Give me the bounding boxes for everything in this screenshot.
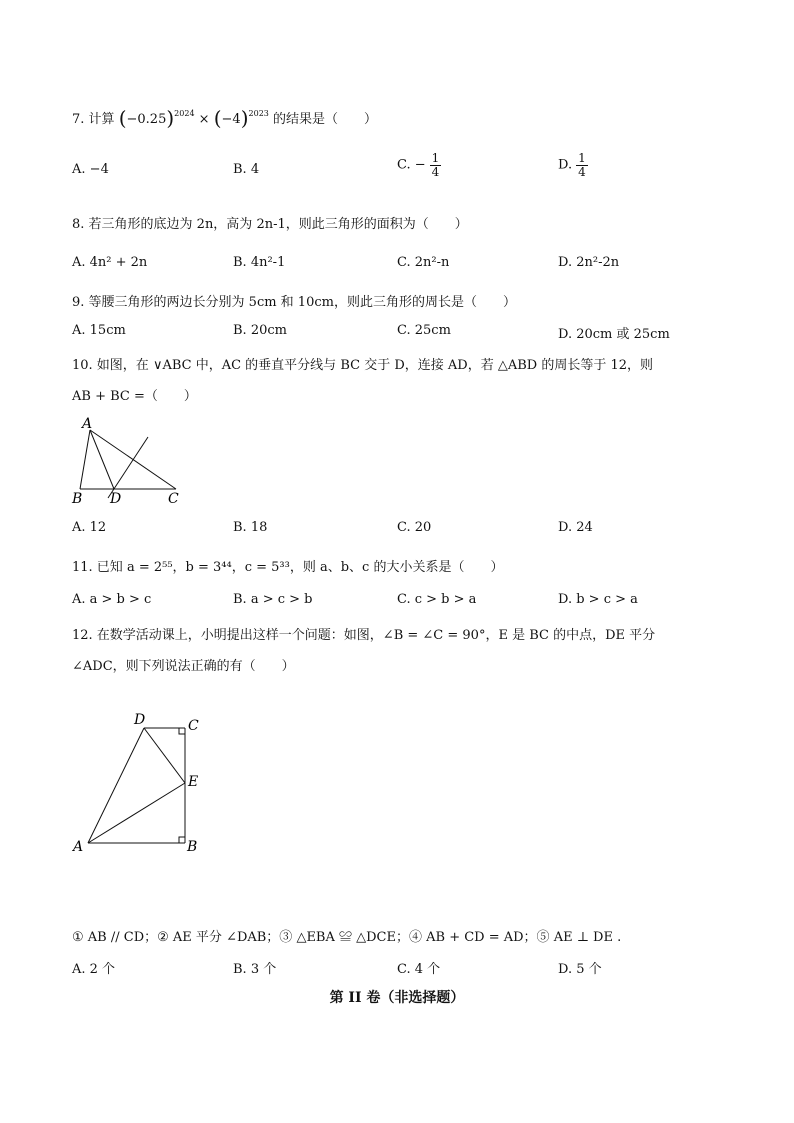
q12-figure [68,708,218,858]
q7-option-b: B. 4 [233,162,260,177]
q10-stem-line1: 10. 如图，在 ∨ABC 中，AC 的垂直平分线与 BC 交于 D，连接 AD，若 △ABD 的周长等于 12，则 [72,358,653,373]
q7-prefix: 计算 [88,112,115,127]
q10-figure [68,412,198,507]
q8-option-b: B. 4n²-1 [233,255,286,270]
q12-label-d: D [134,712,146,728]
q12-right-angle-b [179,837,185,843]
q7-times: × [198,112,210,127]
q9-option-c: C. 25cm [397,323,451,338]
q10-segment-ad [90,430,114,489]
q9-stem: 9. 等腰三角形的两边长分别为 5cm 和 10cm，则此三角形的周长是（ ） [72,295,516,310]
q7-c-fraction: $\frac{1}{4}$ [431,151,440,179]
q12-segment-de [144,728,185,783]
q12-label-e: E [188,774,199,790]
q7-d-fraction: $\frac{1}{4}$ [578,151,586,179]
q12-right-angle-c [179,728,185,734]
q10-label-d: D [110,491,122,507]
q10-option-a: A. 12 [72,520,107,535]
q7-option-d: D. $\frac{1}{4}$ [558,151,586,179]
q8-option-c: C. 2n²-n [397,255,450,270]
q10-option-d: D. 24 [558,520,593,535]
q10-option-b: B. 18 [233,520,268,535]
q11-stem: 11. 已知 a = 2⁵⁵，b = 3⁴⁴，c = 5³³，则 a、b、c 的大小关系是（ ） [72,560,504,575]
q11-option-a: A. a > b > c [72,592,152,607]
q7-base2: −4 [221,112,241,127]
q7-base1: −0.25 [126,112,167,127]
q11-option-c: C. c > b > a [397,592,477,607]
q10-segment-ab [80,430,90,489]
q8-stem: 8. 若三角形的底边为 2n，高为 2n-1，则此三角形的面积为（ ） [72,217,468,232]
q12-label-a: A [73,839,84,855]
q12-option-c: C. 4 个 [397,962,441,977]
q10-stem-line2: AB + BC =（ ） [72,389,197,404]
q12-statements: ① AB // CD；② AE 平分 ∠DAB；③ △EBA ≌ △DCE；④ AB + CD = AD；⑤ AE ⊥ DE . [72,930,622,945]
q7-suffix: 的结果是（ ） [273,112,378,127]
q9-option-b: B. 20cm [233,323,287,338]
q7-stem: 7. 计算 $(-0.25)^{2024} \times (-4)^{2023}$ 的结果是（ ） [72,106,378,130]
q11-option-d: D. b > c > a [558,592,638,607]
q8-option-a: A. 4n² + 2n [72,255,148,270]
q7-option-a: A. −4 [72,162,109,177]
q10-label-b: B [72,491,83,507]
section-title: 第 II 卷（非选择题） [329,990,465,1006]
q9-option-d: D. 20cm 或 25cm [558,327,670,342]
q12-label-c: C [188,718,199,734]
q12-option-d: D. 5 个 [558,962,602,977]
q12-option-a: A. 2 个 [72,962,116,977]
q12-option-b: B. 3 个 [233,962,277,977]
q7-exp2: 2023 [248,109,269,118]
q12-stem-line2: ∠ADC，则下列说法正确的有（ ） [72,659,295,674]
q10-option-c: C. 20 [397,520,432,535]
q8-option-d: D. 2n²-2n [558,255,620,270]
q7-option-c: C. − $\frac{1}{4}$ [397,151,440,179]
q10-label-a: A [82,416,93,432]
q12-stem-line1: 12. 在数学活动课上，小明提出这样一个问题：如图，∠B = ∠C = 90°，E 是 BC 的中点，DE 平分 [72,628,656,643]
q12-label-b: B [187,839,198,855]
q10-label-c: C [168,491,179,507]
q9-option-a: A. 15cm [72,323,126,338]
q11-option-b: B. a > c > b [233,592,313,607]
q7-number: 7. [72,112,85,127]
q7-exp1: 2024 [174,109,195,118]
